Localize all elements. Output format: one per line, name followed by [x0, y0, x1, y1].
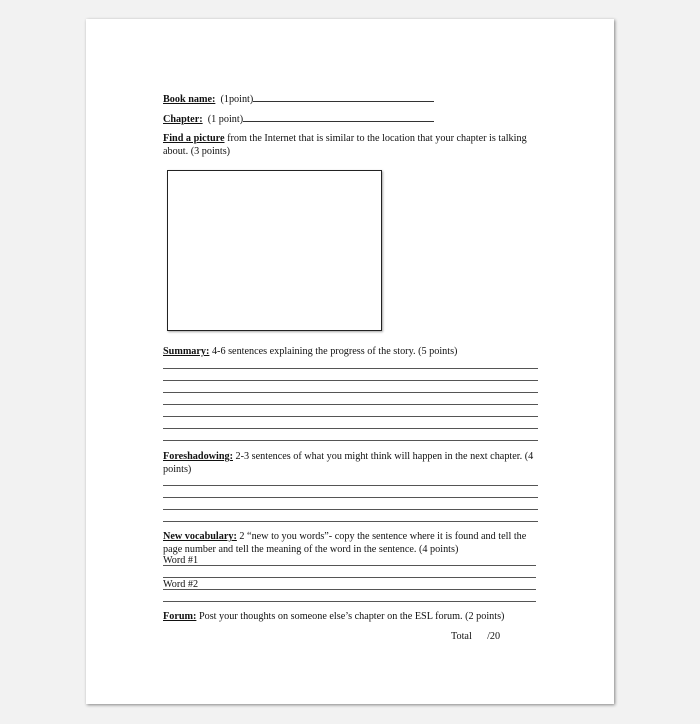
summary-instructions	[163, 346, 539, 359]
picture-instructions	[163, 133, 539, 158]
chapter-blank[interactable]	[243, 112, 434, 122]
picture-label: Find a picture	[163, 133, 225, 144]
foreshadowing-line[interactable]	[163, 521, 538, 522]
foreshadowing-line[interactable]	[163, 509, 538, 510]
summary-line[interactable]	[163, 404, 538, 405]
book-name-label: Book name:	[163, 94, 216, 105]
total-score	[451, 631, 500, 642]
summary-line[interactable]	[163, 368, 538, 369]
word2-label: Word #2	[163, 579, 199, 590]
summary-line[interactable]	[163, 416, 538, 417]
word1-definition-line[interactable]	[163, 577, 536, 578]
forum-text: Post your thoughts on someone else’s chapter on the ESL forum. (2 points)	[196, 611, 505, 622]
book-name-line	[163, 92, 539, 107]
total-value: /20	[487, 631, 501, 642]
foreshadowing-text: 2-3 sentences of what you might think will happen in the next chapter. (4 points)	[163, 451, 534, 475]
foreshadowing-line[interactable]	[163, 497, 538, 498]
summary-text: 4-6 sentences explaining the progress of the story. (5 points)	[209, 346, 458, 357]
word2-definition-line[interactable]	[163, 601, 536, 602]
vocabulary-label: New vocabulary:	[163, 531, 237, 542]
chapter-label: Chapter:	[163, 114, 203, 125]
summary-line[interactable]	[163, 380, 538, 381]
vocabulary-instructions	[163, 531, 539, 556]
summary-line[interactable]	[163, 440, 538, 441]
forum-instructions	[163, 611, 539, 624]
picture-box[interactable]	[167, 170, 382, 331]
foreshadowing-instructions	[163, 451, 539, 476]
worksheet-page	[86, 19, 614, 704]
picture-text: from the Internet that is similar to the location that your chapter is talking about. (3 points)	[163, 133, 527, 157]
vocabulary-text: 2 “new to you words”- copy the sentence where it is found and tell the page number and tell the meaning of the word in the sentence. (4 points)	[163, 531, 527, 555]
summary-line[interactable]	[163, 428, 538, 429]
foreshadowing-line[interactable]	[163, 485, 538, 486]
total-label: Total	[451, 631, 472, 642]
foreshadowing-label: Foreshadowing:	[163, 451, 233, 462]
summary-line[interactable]	[163, 392, 538, 393]
word2-line[interactable]	[163, 589, 536, 590]
chapter-points: (1 point)	[207, 114, 244, 125]
book-name-points: (1point)	[220, 94, 254, 105]
chapter-line	[163, 112, 539, 127]
word1-line[interactable]	[163, 565, 536, 566]
summary-label: Summary:	[163, 346, 210, 357]
word1-label: Word #1	[163, 555, 199, 566]
forum-label: Forum:	[163, 611, 197, 622]
book-name-blank[interactable]	[253, 92, 434, 102]
